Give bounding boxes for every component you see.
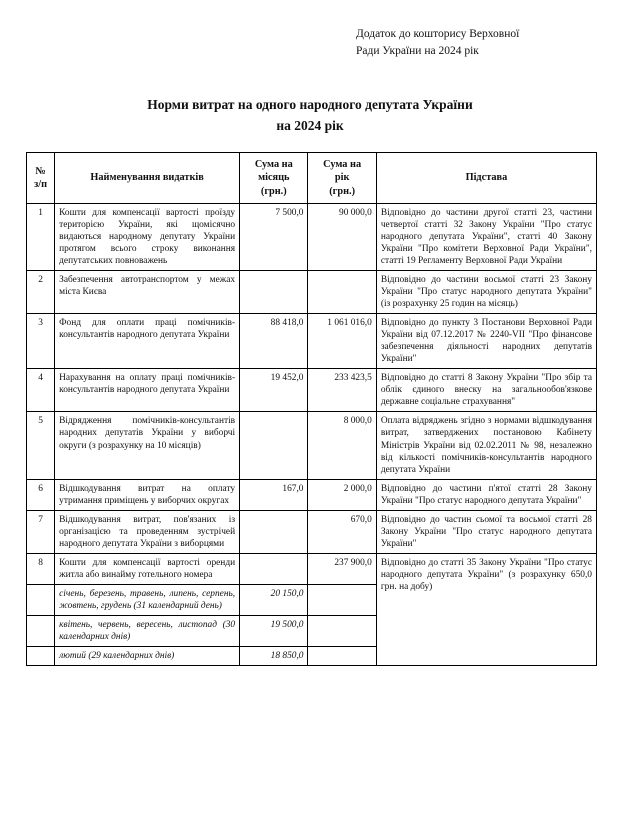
row-year-sum	[308, 646, 376, 665]
column-header-basis: Підстава	[376, 152, 596, 203]
row-year-sum: 8 000,0	[308, 412, 376, 479]
page-title-line-1: Норми витрат на одного народного депутата України	[147, 97, 473, 113]
row-name: Кошти для компенсації вартості проїзду територією України, які щомісячно видаються народному депутату України протягом всього строку виконання депутатських повноважень	[55, 203, 240, 270]
row-year-sum	[308, 584, 376, 615]
row-number: 8	[27, 553, 55, 584]
row-basis: Відповідно до частин сьомої та восьмої статті 28 Закону України "Про статус народного депутата України"	[376, 510, 596, 553]
header-note-line-2: Ради України на 2024 рік	[356, 44, 479, 57]
row-number: 4	[27, 369, 55, 412]
column-header-number-line-2: з/п	[34, 178, 48, 190]
table-row	[27, 203, 597, 270]
row-month-sum: 19 500,0	[240, 615, 308, 646]
row-number: 6	[27, 479, 55, 510]
table-row	[27, 369, 597, 412]
row-basis: Відповідно до пункту 3 Постанови Верховної Ради України від 07.12.2017 № 2240-VII "Про фінансове забезпечення діяльності народних депутатів України"	[376, 314, 596, 369]
table-row	[27, 271, 597, 314]
row-name: Кошти для компенсації вартості оренди житла або винайму готельного номера	[55, 553, 240, 584]
table-row	[27, 553, 597, 584]
row-year-sum: 237 900,0	[308, 553, 376, 584]
row-basis: Відповідно до частини восьмої статті 23 Закону України "Про статус народного депутата України" (із розрахунку 25 годин на місяць)	[376, 271, 596, 314]
row-number	[27, 615, 55, 646]
row-year-sum: 90 000,0	[308, 203, 376, 270]
row-month-sum: 18 850,0	[240, 646, 308, 665]
column-header-month-line-2: місяць	[258, 172, 290, 184]
row-name: Фонд для оплати праці помічників-консультантів народного депутата України	[55, 314, 240, 369]
row-basis: Відповідно до частини п'ятої статті 28 Закону України "Про статус народного депутата України"	[376, 479, 596, 510]
table-header-row	[27, 152, 597, 203]
row-year-sum	[308, 271, 376, 314]
row-month-sum: 20 150,0	[240, 584, 308, 615]
row-month-sum	[240, 412, 308, 479]
page-title	[26, 95, 594, 136]
row-year-sum: 2 000,0	[308, 479, 376, 510]
page-title-line-2: на 2024 рік	[276, 117, 344, 133]
row-month-sum: 88 418,0	[240, 314, 308, 369]
row-year-sum: 670,0	[308, 510, 376, 553]
table-row	[27, 314, 597, 369]
column-header-month-line-1: Сума на	[254, 158, 293, 170]
row-number	[27, 584, 55, 615]
column-header-year-line-2: рік	[334, 172, 350, 184]
expense-norms-table	[26, 152, 597, 666]
table-row	[27, 412, 597, 479]
row-name: Відрядження помічників-консультантів народних депутатів України у виборчі округи (з розрахунку на 10 місяців)	[55, 412, 240, 479]
row-year-sum: 1 061 016,0	[308, 314, 376, 369]
row-month-sum	[240, 510, 308, 553]
row-number: 3	[27, 314, 55, 369]
row-year-sum: 233 423,5	[308, 369, 376, 412]
column-header-name: Найменування видатків	[55, 152, 240, 203]
row-number: 2	[27, 271, 55, 314]
row-year-sum	[308, 615, 376, 646]
row-basis: Відповідно до статті 8 Закону України "Про збір та облік єдиного внеску на загальнообов'язкове державне соціальне страхування"	[376, 369, 596, 412]
row-name: Забезпечення автотранспортом у межах міста Києва	[55, 271, 240, 314]
column-header-number-line-1: №	[35, 165, 46, 177]
column-header-year	[308, 152, 376, 203]
row-number	[27, 646, 55, 665]
row-name: Відшкодування витрат на оплату утримання приміщень у виборчих округах	[55, 479, 240, 510]
row-month-sum	[240, 271, 308, 314]
row-name: Нарахування на оплату праці помічників-консультантів народного депутата України	[55, 369, 240, 412]
row-basis: Відповідно до частини другої статті 23, частини четвертої статті 32 Закону України "Про статус народного депутата України", статті 40 Закону України "Про комітети Верховної Ради України", статті 19 Регламенту Верховної Ради України	[376, 203, 596, 270]
row-number: 7	[27, 510, 55, 553]
row-basis: Відповідно до статті 35 Закону України "Про статус народного депутата України" (з розрахунку 650,0 грн. на добу)	[376, 553, 596, 665]
header-note-line-1: Додаток до кошторису Верховної	[356, 28, 520, 40]
column-header-year-line-3: (грн.)	[329, 185, 356, 197]
table-row	[27, 510, 597, 553]
row-month-sum: 19 452,0	[240, 369, 308, 412]
header-note	[356, 26, 606, 59]
column-header-month-line-3: (грн.)	[260, 185, 287, 197]
table-row	[27, 479, 597, 510]
column-header-month	[240, 152, 308, 203]
row-month-sum	[240, 553, 308, 584]
row-number: 1	[27, 203, 55, 270]
row-name: Відшкодування витрат, пов'язаних із організацією та проведенням зустрічей народного депутата України з виборцями	[55, 510, 240, 553]
column-header-year-line-1: Сума на	[323, 158, 362, 170]
row-name: квітень, червень, вересень, листопад (30 календарних днів)	[55, 615, 240, 646]
row-basis: Оплата відряджень згідно з нормами відшкодування витрат, затверджених постановою Кабінету Міністрів України від 02.02.2011 № 98, незалежно від кількості помічників-консультантів народного депутата України	[376, 412, 596, 479]
column-header-number	[27, 152, 55, 203]
row-name: січень, березень, травень, липень, серпень, жовтень, грудень (31 календарний день)	[55, 584, 240, 615]
row-month-sum: 167,0	[240, 479, 308, 510]
row-number: 5	[27, 412, 55, 479]
row-month-sum: 7 500,0	[240, 203, 308, 270]
row-name: лютий (29 календарних днів)	[55, 646, 240, 665]
